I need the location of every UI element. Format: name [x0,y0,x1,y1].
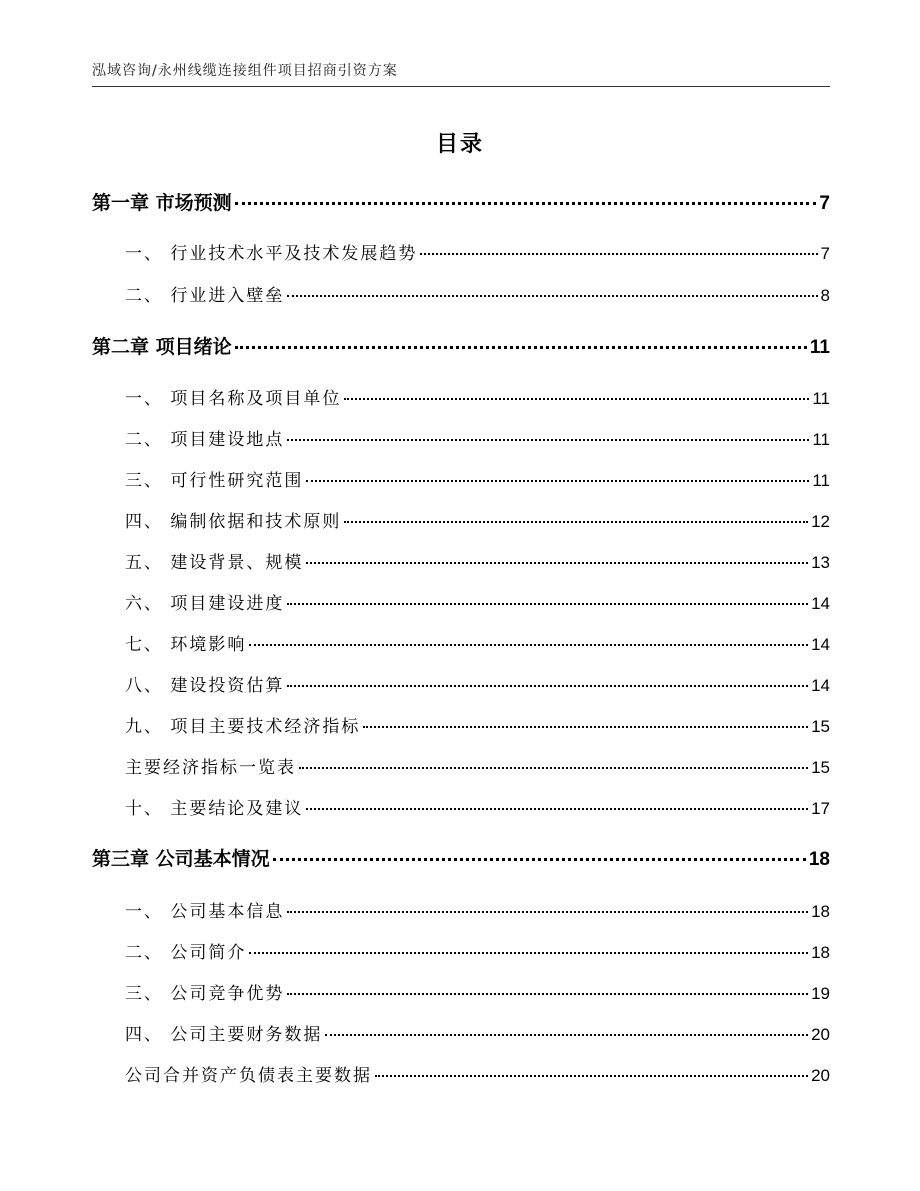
dot-leader [306,480,809,482]
dot-leader [235,346,807,349]
toc-entry-label: 四、 公司主要财务数据 [125,1025,323,1045]
dot-leader [325,1034,808,1036]
toc-entry-label: 三、 公司竞争优势 [125,984,285,1004]
toc-entry-page: 15 [811,758,830,777]
toc-entry-label: 二、 行业进入壁垒 [125,286,285,306]
toc-entry-chapter-1[interactable] [92,188,830,215]
toc-entry-chapter-2[interactable] [92,332,830,359]
toc-entry[interactable] [125,897,830,922]
toc-entry-page: 12 [811,512,830,531]
page-header: 泓域咨询/永州线缆连接组件项目招商引资方案 [92,63,398,79]
toc-entry[interactable] [125,794,830,819]
toc-entry-page: 11 [812,430,830,449]
toc-entry-page: 7 [819,193,830,214]
dot-leader [299,767,808,769]
toc-entry-label: 八、 建设投资估算 [125,676,285,696]
toc-entry-page: 14 [811,594,830,613]
toc-entry[interactable] [125,589,830,614]
toc-entry[interactable] [125,425,830,450]
toc-entry-label: 一、 公司基本信息 [125,902,285,922]
toc-entry-page: 20 [811,1025,830,1044]
toc-title: 目录 [435,132,484,157]
toc-entry-page: 14 [811,676,830,695]
toc-entry[interactable] [125,1020,830,1045]
toc-entry[interactable] [125,507,830,532]
toc-entry-page: 18 [808,849,830,870]
toc-entry[interactable] [125,630,830,655]
toc-entry-label: 一、 行业技术水平及技术发展趋势 [125,244,418,264]
toc-entry-page: 8 [820,286,830,305]
toc-entry-chapter-3[interactable] [92,844,830,871]
toc-entry-page: 11 [812,389,830,408]
toc-entry-label: 公司合并资产负债表主要数据 [125,1066,372,1086]
dot-leader [420,253,817,255]
toc-entry-label: 二、 项目建设地点 [125,430,285,450]
header-rule [92,86,830,87]
toc-entry[interactable] [125,1061,830,1086]
dot-leader [375,1075,808,1077]
dot-leader [306,808,808,810]
toc-entry-page: 18 [811,943,830,962]
toc-entry-label: 九、 项目主要技术经济指标 [125,717,361,737]
toc-entry-page: 11 [812,471,830,490]
toc-entry-label: 第一章 市场预测 [92,192,232,214]
toc-entry-page: 13 [811,553,830,572]
toc-entry[interactable] [125,384,830,409]
dot-leader [273,858,806,861]
dot-leader [287,993,808,995]
toc-entry[interactable] [125,712,830,737]
dot-leader [287,603,808,605]
dot-leader [287,685,808,687]
toc-entry-label: 四、 编制依据和技术原则 [125,512,342,532]
dot-leader [344,521,808,523]
toc-entry-label: 十、 主要结论及建议 [125,799,304,819]
dot-leader [249,644,808,646]
toc-entry-page: 19 [811,984,830,1003]
toc-entry[interactable] [125,239,830,264]
toc-entry[interactable] [125,979,830,1004]
dot-leader [287,439,809,441]
toc-entry-page: 15 [811,717,830,736]
toc-entry-label: 五、 建设背景、规模 [125,553,304,573]
dot-leader [235,202,817,205]
toc-entry-label: 一、 项目名称及项目单位 [125,389,342,409]
toc-entry[interactable] [125,466,830,491]
toc-entry-label: 三、 可行性研究范围 [125,471,304,491]
dot-leader [363,726,808,728]
toc-entry[interactable] [125,548,830,573]
toc-entry-page: 20 [811,1066,830,1085]
toc-entry-page: 7 [820,244,830,263]
toc-entry-page: 17 [811,799,830,818]
toc-entry-label: 二、 公司简介 [125,943,247,963]
toc-entry[interactable] [125,281,830,306]
dot-leader [344,398,809,400]
toc-entry-page: 11 [809,337,830,358]
toc-entry-label: 第二章 项目绪论 [92,336,232,358]
toc-entry[interactable] [125,938,830,963]
toc-entry-label: 主要经济指标一览表 [125,758,296,778]
dot-leader [306,562,808,564]
toc-entry-label: 第三章 公司基本情况 [92,848,270,870]
toc-entry-page: 14 [811,635,830,654]
dot-leader [249,952,808,954]
dot-leader [287,295,817,297]
toc-entry-label: 六、 项目建设进度 [125,594,285,614]
toc-entry-page: 18 [811,902,830,921]
dot-leader [287,911,808,913]
toc-entry-label: 七、 环境影响 [125,635,247,655]
toc-entry[interactable] [125,671,830,696]
toc-entry[interactable] [125,753,830,778]
